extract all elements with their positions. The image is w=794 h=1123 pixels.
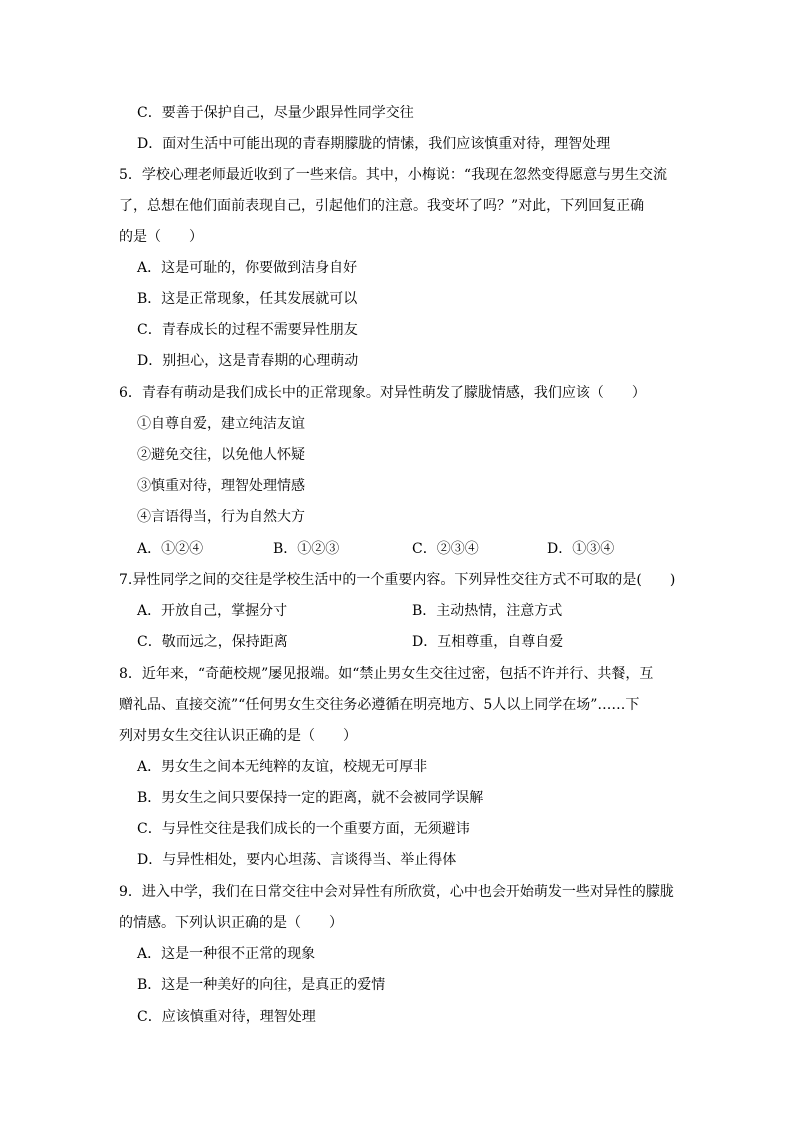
- q8-stem-line1: 8．近年来，“奇葩校规”屡见报端。如“禁止男女生交往过密，包括不许并行、共餐，互: [119, 666, 654, 682]
- q6-option-b: B．①②③: [273, 541, 340, 557]
- q5-option-c: C．青春成长的过程不需要异性朋友: [137, 322, 358, 338]
- q8-stem-line3: 列对男女生交往认识正确的是（ ）: [119, 728, 357, 744]
- q7-option-c: C．敬而远之，保持距离: [137, 634, 288, 650]
- q7-option-a: A．开放自己，掌握分寸: [137, 603, 288, 619]
- q6-statement-4: ④言语得当，行为自然大方: [137, 509, 305, 525]
- q6-option-d: D．①③④: [547, 541, 615, 557]
- q4-option-c: C．要善于保护自己，尽量少跟异性同学交往: [137, 105, 414, 121]
- q6-option-a: A．①②④: [137, 541, 204, 557]
- q5-option-b: B．这是正常现象，任其发展就可以: [137, 291, 358, 307]
- q8-option-a: A．男女生之间本无纯粹的友谊，校规无可厚非: [137, 759, 428, 775]
- q6-option-c: C．②③④: [412, 541, 479, 557]
- q7-option-b: B．主动热情，注意方式: [412, 603, 563, 619]
- q6-statement-1: ①自尊自爱，建立纯洁友谊: [137, 416, 305, 432]
- q9-option-b: B．这是一种美好的向往，是真正的爱情: [137, 977, 386, 993]
- q9-stem-line1: 9．进入中学，我们在日常交往中会对异性有所欣赏，心中也会开始萌发一些对异性的朦胧: [119, 884, 674, 900]
- q6-statement-2: ②避免交往，以免他人怀疑: [137, 447, 305, 463]
- q6-stem-line1: 6．青春有萌动是我们成长中的正常现象。对异性萌发了朦胧情感，我们应该（ ）: [119, 385, 646, 401]
- q5-stem-line3: 的是（ ）: [119, 229, 203, 245]
- q8-stem-line2: 赠礼品、直接交流”“任何男女生交往务必遵循在明亮地方、5人以上同学在场”……下: [119, 697, 640, 713]
- q5-option-d: D．别担心，这是青春期的心理萌动: [137, 353, 359, 369]
- q9-option-c: C．应该慎重对待，理智处理: [137, 1009, 316, 1025]
- q9-option-a: A．这是一种很不正常的现象: [137, 946, 316, 962]
- q8-option-b: B．男女生之间只要保持一定的距离，就不会被同学误解: [137, 790, 484, 806]
- q8-option-c: C．与异性交往是我们成长的一个重要方面，无须避讳: [137, 821, 470, 837]
- q6-statement-3: ③慎重对待，理智处理情感: [137, 478, 305, 494]
- q7-stem-line1: 7.异性同学之间的交往是学校生活中的一个重要内容。下列异性交往方式不可取的是( ): [119, 572, 676, 588]
- q5-option-a: A．这是可耻的，你要做到洁身自好: [137, 260, 358, 276]
- q5-stem-line1: 5．学校心理老师最近收到了一些来信。其中，小梅说：“我现在忽然变得愿意与男生交流: [119, 167, 668, 183]
- q8-option-d: D．与异性相处，要内心坦荡、言谈得当、举止得体: [137, 852, 457, 868]
- q7-option-d: D．互相尊重，自尊自爱: [412, 634, 564, 650]
- q4-option-d: D．面对生活中可能出现的青春期朦胧的情愫，我们应该慎重对待，理智处理: [137, 136, 611, 152]
- q5-stem-line2: 了，总想在他们面前表现自己，引起他们的注意。我变坏了吗？”对此，下列回复正确: [119, 198, 645, 214]
- q9-stem-line2: 的情感。下列认识正确的是（ ）: [119, 915, 343, 931]
